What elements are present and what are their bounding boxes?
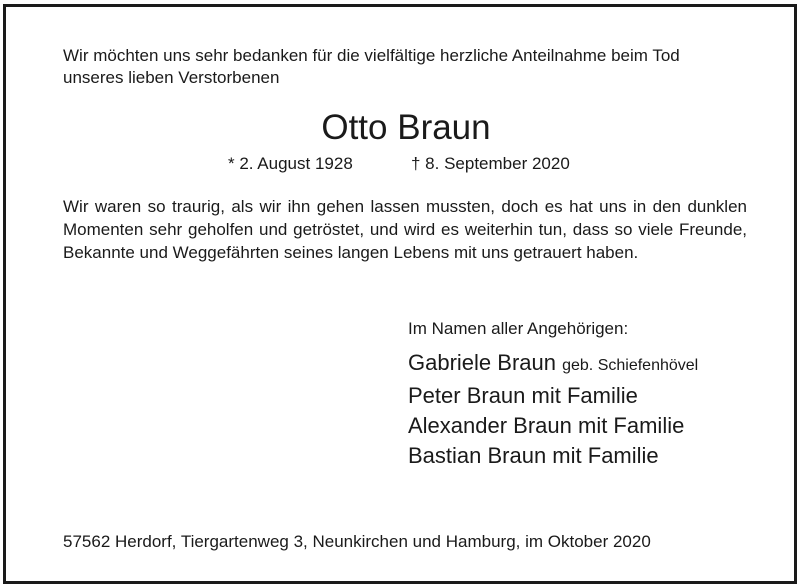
- intro-text: [63, 45, 743, 89]
- signer-item: [408, 441, 698, 471]
- signer-list: [408, 348, 698, 471]
- signer-item: [408, 381, 698, 411]
- thanks-message: Wir waren so traurig, als wir ihn gehen lassen mussten, doch es hat uns in den dunklen Momenten sehr geholfen und getröstet, und wird es weiterhin tun, dass so viele Freunde, Bekannte und Weggefährten seines langen Lebens mit uns getrauert haben.: [63, 197, 747, 262]
- birth-date: * 2. August 1928: [228, 154, 353, 173]
- signature-intro: Im Namen aller Angehörigen:: [408, 319, 629, 338]
- intro-line: unseres lieben Verstorbenen: [63, 68, 280, 87]
- intro-line: Wir möchten uns sehr bedanken für die vielfältige herzliche Anteilnahme beim Tod: [63, 46, 680, 65]
- signer-item: [408, 411, 698, 441]
- deceased-name: Otto Braun: [321, 108, 491, 147]
- maiden-name-note: geb. Schiefenhövel: [562, 357, 699, 374]
- life-dates: [228, 153, 570, 175]
- place-and-date: 57562 Herdorf, Tiergartenweg 3, Neunkirchen und Hamburg, im Oktober 2020: [63, 532, 651, 551]
- death-date: † 8. September 2020: [411, 154, 570, 173]
- signer-name: Alexander Braun mit Familie: [408, 413, 685, 438]
- signer-name: Peter Braun mit Familie: [408, 383, 638, 408]
- obituary-notice: [3, 4, 797, 584]
- signer-name: Bastian Braun mit Familie: [408, 443, 659, 468]
- signer-name: Gabriele Braun: [408, 350, 556, 375]
- signer-item: [408, 348, 698, 381]
